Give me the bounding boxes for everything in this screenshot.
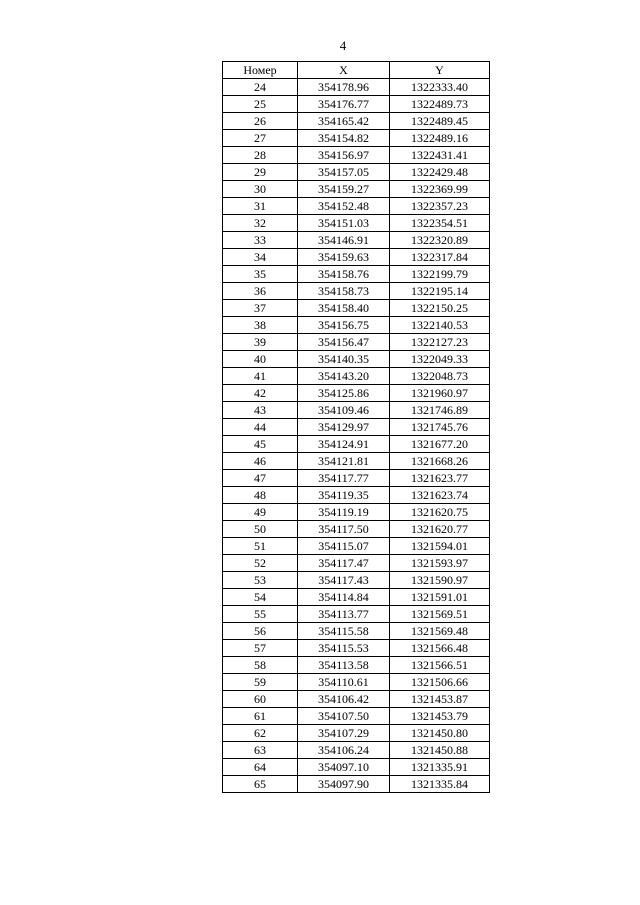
table-row xyxy=(223,487,490,504)
cell-number: 24 xyxy=(223,79,298,96)
cell-number: 37 xyxy=(223,300,298,317)
cell-y: 1321569.51 xyxy=(390,606,490,623)
cell-y: 1321620.77 xyxy=(390,521,490,538)
cell-x: 354117.77 xyxy=(298,470,390,487)
cell-y: 1321960.97 xyxy=(390,385,490,402)
cell-x: 354178.96 xyxy=(298,79,390,96)
cell-y: 1321594.01 xyxy=(390,538,490,555)
cell-number: 46 xyxy=(223,453,298,470)
cell-y: 1322150.25 xyxy=(390,300,490,317)
table-row xyxy=(223,351,490,368)
cell-number: 41 xyxy=(223,368,298,385)
cell-number: 33 xyxy=(223,232,298,249)
cell-number: 49 xyxy=(223,504,298,521)
cell-number: 53 xyxy=(223,572,298,589)
cell-x: 354151.03 xyxy=(298,215,390,232)
table-row xyxy=(223,708,490,725)
cell-x: 354129.97 xyxy=(298,419,390,436)
cell-x: 354158.40 xyxy=(298,300,390,317)
cell-number: 45 xyxy=(223,436,298,453)
table-row xyxy=(223,300,490,317)
cell-x: 354159.63 xyxy=(298,249,390,266)
cell-x: 354114.84 xyxy=(298,589,390,606)
cell-y: 1322431.41 xyxy=(390,147,490,164)
table-row xyxy=(223,419,490,436)
cell-x: 354106.24 xyxy=(298,742,390,759)
cell-y: 1322195.14 xyxy=(390,283,490,300)
table-row xyxy=(223,521,490,538)
table-row xyxy=(223,572,490,589)
cell-x: 354119.35 xyxy=(298,487,390,504)
cell-number: 59 xyxy=(223,674,298,691)
cell-number: 39 xyxy=(223,334,298,351)
cell-number: 38 xyxy=(223,317,298,334)
cell-y: 1322357.23 xyxy=(390,198,490,215)
cell-number: 26 xyxy=(223,113,298,130)
cell-x: 354143.20 xyxy=(298,368,390,385)
table-row xyxy=(223,181,490,198)
table-row xyxy=(223,504,490,521)
cell-x: 354121.81 xyxy=(298,453,390,470)
cell-number: 42 xyxy=(223,385,298,402)
cell-number: 65 xyxy=(223,776,298,793)
cell-y: 1321453.87 xyxy=(390,691,490,708)
table-row xyxy=(223,776,490,793)
cell-x: 354110.61 xyxy=(298,674,390,691)
table-row xyxy=(223,385,490,402)
cell-y: 1322127.23 xyxy=(390,334,490,351)
cell-x: 354115.53 xyxy=(298,640,390,657)
cell-x: 354106.42 xyxy=(298,691,390,708)
cell-y: 1321335.91 xyxy=(390,759,490,776)
cell-number: 52 xyxy=(223,555,298,572)
header-y: Y xyxy=(390,62,490,79)
cell-y: 1322369.99 xyxy=(390,181,490,198)
cell-x: 354156.75 xyxy=(298,317,390,334)
cell-x: 354119.19 xyxy=(298,504,390,521)
cell-x: 354124.91 xyxy=(298,436,390,453)
cell-x: 354157.05 xyxy=(298,164,390,181)
table-row xyxy=(223,555,490,572)
cell-y: 1321668.26 xyxy=(390,453,490,470)
cell-y: 1321450.80 xyxy=(390,725,490,742)
cell-number: 54 xyxy=(223,589,298,606)
table-row xyxy=(223,266,490,283)
cell-number: 57 xyxy=(223,640,298,657)
header-row xyxy=(223,62,490,79)
cell-x: 354158.73 xyxy=(298,283,390,300)
cell-y: 1321590.97 xyxy=(390,572,490,589)
cell-x: 354158.76 xyxy=(298,266,390,283)
cell-x: 354159.27 xyxy=(298,181,390,198)
cell-x: 354154.82 xyxy=(298,130,390,147)
cell-y: 1321677.20 xyxy=(390,436,490,453)
table-row xyxy=(223,164,490,181)
cell-number: 62 xyxy=(223,725,298,742)
table-row xyxy=(223,538,490,555)
cell-number: 43 xyxy=(223,402,298,419)
cell-number: 47 xyxy=(223,470,298,487)
coordinates-table xyxy=(222,61,490,793)
table-row xyxy=(223,606,490,623)
table-row xyxy=(223,657,490,674)
cell-y: 1321620.75 xyxy=(390,504,490,521)
cell-y: 1322333.40 xyxy=(390,79,490,96)
cell-x: 354117.50 xyxy=(298,521,390,538)
table-row xyxy=(223,334,490,351)
cell-y: 1321623.74 xyxy=(390,487,490,504)
cell-y: 1321335.84 xyxy=(390,776,490,793)
cell-number: 31 xyxy=(223,198,298,215)
table-row xyxy=(223,96,490,113)
cell-x: 354146.91 xyxy=(298,232,390,249)
cell-number: 27 xyxy=(223,130,298,147)
cell-number: 40 xyxy=(223,351,298,368)
cell-number: 35 xyxy=(223,266,298,283)
cell-x: 354176.77 xyxy=(298,96,390,113)
cell-number: 48 xyxy=(223,487,298,504)
cell-x: 354097.10 xyxy=(298,759,390,776)
cell-number: 34 xyxy=(223,249,298,266)
table-row xyxy=(223,79,490,96)
cell-x: 354125.86 xyxy=(298,385,390,402)
cell-number: 29 xyxy=(223,164,298,181)
cell-x: 354115.07 xyxy=(298,538,390,555)
table-row xyxy=(223,759,490,776)
cell-x: 354156.47 xyxy=(298,334,390,351)
table-body xyxy=(223,79,490,793)
cell-x: 354109.46 xyxy=(298,402,390,419)
table-row xyxy=(223,674,490,691)
cell-x: 354113.58 xyxy=(298,657,390,674)
cell-number: 56 xyxy=(223,623,298,640)
cell-number: 32 xyxy=(223,215,298,232)
cell-x: 354115.58 xyxy=(298,623,390,640)
cell-number: 60 xyxy=(223,691,298,708)
cell-x: 354107.29 xyxy=(298,725,390,742)
header-x: X xyxy=(298,62,390,79)
cell-y: 1321593.97 xyxy=(390,555,490,572)
table-row xyxy=(223,453,490,470)
table-header xyxy=(223,62,490,79)
cell-y: 1322429.48 xyxy=(390,164,490,181)
cell-y: 1322140.53 xyxy=(390,317,490,334)
cell-y: 1321591.01 xyxy=(390,589,490,606)
cell-number: 51 xyxy=(223,538,298,555)
table-row xyxy=(223,402,490,419)
cell-number: 50 xyxy=(223,521,298,538)
cell-y: 1322199.79 xyxy=(390,266,490,283)
page-number: 4 xyxy=(339,38,347,53)
cell-number: 44 xyxy=(223,419,298,436)
cell-x: 354156.97 xyxy=(298,147,390,164)
cell-number: 61 xyxy=(223,708,298,725)
cell-y: 1321453.79 xyxy=(390,708,490,725)
table-row xyxy=(223,283,490,300)
table-row xyxy=(223,232,490,249)
cell-y: 1322489.16 xyxy=(390,130,490,147)
table-row xyxy=(223,470,490,487)
table-row xyxy=(223,589,490,606)
cell-number: 36 xyxy=(223,283,298,300)
table-row xyxy=(223,113,490,130)
table-row xyxy=(223,130,490,147)
table-row xyxy=(223,215,490,232)
table-row xyxy=(223,436,490,453)
table-row xyxy=(223,317,490,334)
cell-y: 1322354.51 xyxy=(390,215,490,232)
cell-number: 55 xyxy=(223,606,298,623)
table-row xyxy=(223,691,490,708)
cell-x: 354152.48 xyxy=(298,198,390,215)
cell-y: 1321566.51 xyxy=(390,657,490,674)
cell-x: 354097.90 xyxy=(298,776,390,793)
table-row xyxy=(223,368,490,385)
header-number: Номер xyxy=(223,62,298,79)
cell-x: 354117.47 xyxy=(298,555,390,572)
cell-number: 28 xyxy=(223,147,298,164)
cell-x: 354140.35 xyxy=(298,351,390,368)
cell-number: 64 xyxy=(223,759,298,776)
cell-number: 30 xyxy=(223,181,298,198)
cell-y: 1321569.48 xyxy=(390,623,490,640)
cell-y: 1322489.45 xyxy=(390,113,490,130)
cell-x: 354117.43 xyxy=(298,572,390,589)
table-row xyxy=(223,725,490,742)
cell-y: 1321506.66 xyxy=(390,674,490,691)
cell-y: 1321745.76 xyxy=(390,419,490,436)
cell-y: 1322317.84 xyxy=(390,249,490,266)
cell-y: 1322048.73 xyxy=(390,368,490,385)
cell-y: 1321746.89 xyxy=(390,402,490,419)
cell-y: 1322489.73 xyxy=(390,96,490,113)
table-row xyxy=(223,742,490,759)
cell-y: 1321623.77 xyxy=(390,470,490,487)
table-row xyxy=(223,640,490,657)
table-row xyxy=(223,623,490,640)
cell-number: 58 xyxy=(223,657,298,674)
cell-number: 25 xyxy=(223,96,298,113)
cell-y: 1322049.33 xyxy=(390,351,490,368)
cell-x: 354165.42 xyxy=(298,113,390,130)
table-row xyxy=(223,147,490,164)
cell-y: 1321566.48 xyxy=(390,640,490,657)
cell-y: 1321450.88 xyxy=(390,742,490,759)
cell-x: 354113.77 xyxy=(298,606,390,623)
table-row xyxy=(223,198,490,215)
cell-number: 63 xyxy=(223,742,298,759)
table-row xyxy=(223,249,490,266)
cell-y: 1322320.89 xyxy=(390,232,490,249)
cell-x: 354107.50 xyxy=(298,708,390,725)
